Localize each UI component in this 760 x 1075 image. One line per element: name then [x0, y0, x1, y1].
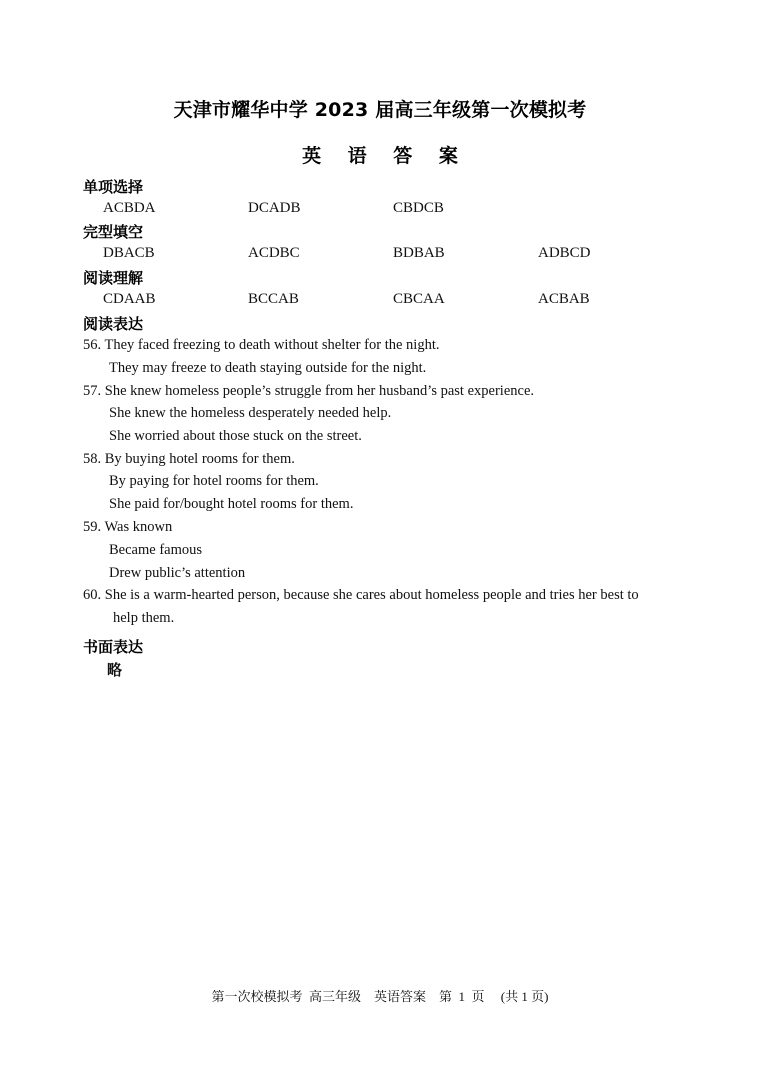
answer-group: CBCAA	[393, 291, 445, 307]
answer-line-56: 56. They faced freezing to death without shelter for the night.	[83, 337, 440, 353]
alternative-answer-line: By paying for hotel rooms for them.	[109, 473, 319, 489]
answer-line-60-continuation: help them.	[113, 610, 175, 626]
answer-group: ACBDA	[103, 200, 156, 216]
single-choice-answers-row	[0, 200, 760, 220]
answer-group: ACBAB	[538, 291, 590, 307]
cloze-answers-row	[0, 245, 760, 265]
alternative-answer-line: Drew public’s attention	[109, 565, 246, 581]
answer-line-57: 57. She knew homeless people’s struggle from her husband’s past experience.	[83, 383, 535, 399]
answer-group: DCADB	[248, 200, 301, 216]
answer-line-60: 60. She is a warm-hearted person, because she cares about homeless people and tries her best to	[83, 587, 639, 603]
reading-answers-row	[0, 291, 760, 311]
answer-group: BCCAB	[248, 291, 299, 307]
answer-group: BDBAB	[393, 245, 445, 261]
answer-group: ADBCD	[538, 245, 591, 261]
section-heading-reading-expression: 阅读表达	[83, 315, 144, 333]
answer-line-58: 58. By buying hotel rooms for them.	[83, 451, 295, 467]
answer-group: CDAAB	[103, 291, 156, 307]
alternative-answer-line: She knew the homeless desperately needed help.	[109, 405, 392, 421]
page-footer: 第一次校模拟考 高三年级 英语答案 第 1 页 (共 1 页)	[211, 989, 549, 1004]
answer-group: DBACB	[103, 245, 155, 261]
answer-line-59: 59. Was known	[83, 519, 173, 535]
section-heading-single-choice: 单项选择	[83, 178, 144, 196]
answer-group: CBDCB	[393, 200, 444, 216]
alternative-answer-line: Became famous	[109, 542, 203, 558]
alternative-answer-line: They may freeze to death staying outside for the night.	[109, 360, 427, 376]
section-heading-cloze: 完型填空	[83, 223, 144, 241]
page-title: 天津市耀华中学 2023 届高三年级第一次模拟考	[173, 99, 587, 121]
alternative-answer-line: She paid for/bought hotel rooms for them.	[109, 496, 354, 512]
section-heading-writing: 书面表达	[83, 638, 144, 656]
alternative-answer-line: She worried about those stuck on the street.	[109, 428, 362, 444]
writing-answer: 略	[107, 661, 123, 679]
page-subtitle: 英 语 答 案	[302, 145, 468, 167]
section-heading-reading: 阅读理解	[83, 269, 144, 287]
answer-group: ACDBC	[248, 245, 300, 261]
